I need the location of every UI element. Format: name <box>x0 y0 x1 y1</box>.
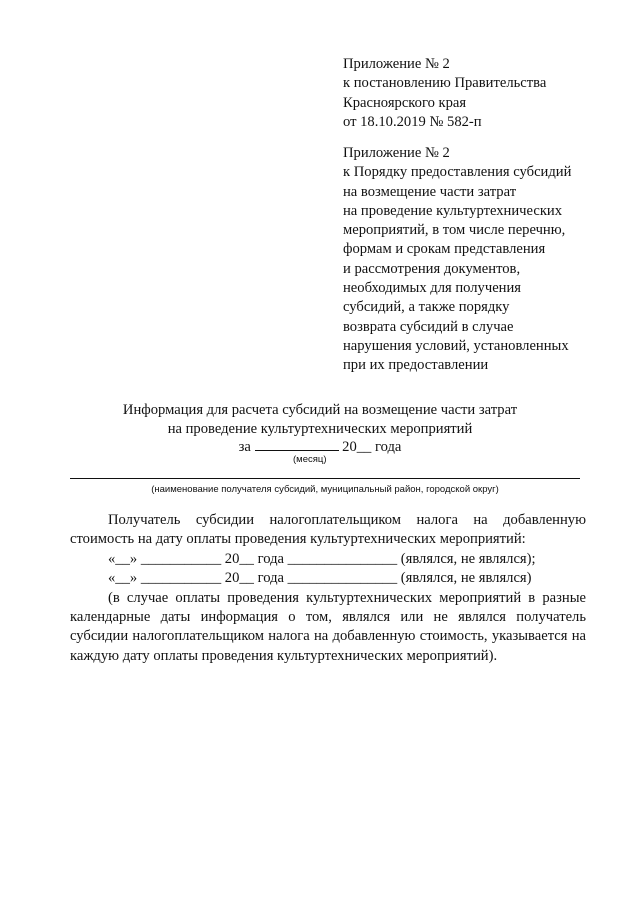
appendix-line: мероприятий, в том числе перечню, <box>343 222 566 239</box>
day-field[interactable]: «__» <box>108 570 138 587</box>
month-blank[interactable]: ___________ <box>140 570 222 587</box>
month-caption: (месяц) <box>293 454 327 465</box>
period-year: 20__ года <box>342 439 402 455</box>
appendix-line: при их предоставлении <box>343 357 489 374</box>
appendix-line: и рассмотрения документов, <box>343 260 521 277</box>
appendix-line: субсидий, а также порядку <box>343 299 510 316</box>
month-blank[interactable]: ___________ <box>140 550 222 567</box>
title-line-1: Информация для расчета субсидий на возмещение части затрат <box>122 402 518 418</box>
month-field[interactable] <box>255 437 339 451</box>
date-line-2 <box>70 569 586 588</box>
paragraph-note: (в случае оплаты проведения культуртехнических мероприятий в разные календарные даты информация о том, являлся или не являлся получатель субсидии налогоплательщиком налога на добавленную стоимость, указывается на каждую дату оплаты проведения культуртехнических мероприятий). <box>70 589 586 664</box>
status-blank[interactable]: _______________ <box>287 570 398 587</box>
status-blank[interactable]: _______________ <box>287 550 398 567</box>
status-note: (являлся, не являлся) <box>400 570 532 587</box>
year-field: 20__ года <box>224 570 285 587</box>
status-note: (являлся, не являлся); <box>400 550 536 567</box>
appendix-header-procedure <box>343 144 603 376</box>
document-body <box>70 511 586 666</box>
appendix-line: от 18.10.2019 № 582-п <box>343 113 482 130</box>
appendix-line: необходимых для получения <box>343 280 522 297</box>
paragraph-vat-status: Получатель субсидии налогоплательщиком налога на добавленную стоимость на дату оплаты проведения культуртехнических мероприятий: <box>70 512 586 548</box>
recipient-field[interactable] <box>70 478 580 479</box>
appendix-line: нарушения условий, установленных <box>343 337 569 354</box>
appendix-line: на проведение культуртехнических <box>343 202 563 219</box>
appendix-header-resolution <box>343 55 603 132</box>
appendix-line: Приложение № 2 <box>343 145 450 161</box>
day-field[interactable]: «__» <box>108 550 138 567</box>
appendix-line: формам и срокам представления <box>343 241 546 258</box>
appendix-line: к Порядку предоставления субсидий <box>343 164 572 181</box>
appendix-line: Красноярского края <box>343 94 467 111</box>
document-title <box>70 401 570 439</box>
appendix-line: возврата субсидий в случае <box>343 318 514 335</box>
title-line-2: на проведение культуртехнических мероприятий <box>167 421 473 437</box>
appendix-line: на возмещение части затрат <box>343 183 517 200</box>
date-line-1 <box>70 550 586 569</box>
appendix-line: Приложение № 2 <box>343 56 450 72</box>
year-field: 20__ года <box>224 550 285 567</box>
appendix-line: к постановлению Правительства <box>343 75 547 92</box>
recipient-caption: (наименование получателя субсидий, муниципальный район, городской округ) <box>151 484 499 495</box>
period-prefix: за <box>238 439 251 455</box>
